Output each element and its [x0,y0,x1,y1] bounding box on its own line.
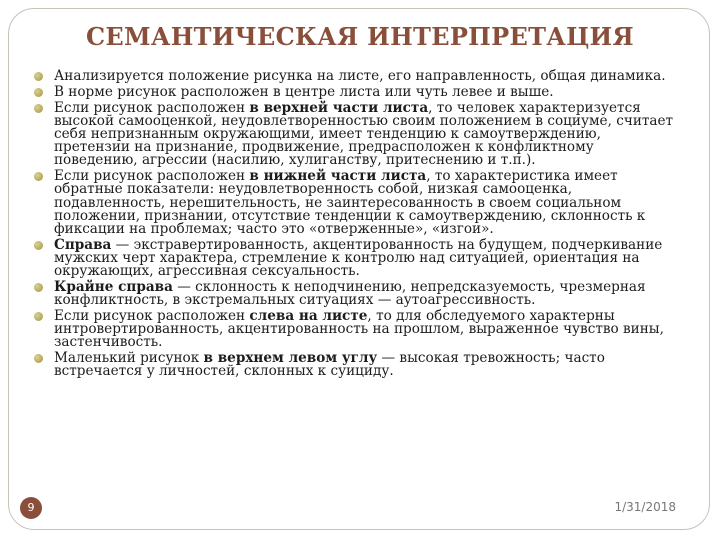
bullet-item: Если рисунок расположен слева на листе, то для обследуемого характерны интровертированность, акцентированность на прошлом, выраженное чувство вины, застенчивость. [20,310,680,350]
bullet-icon [34,283,43,292]
bullet-icon [34,72,43,81]
slide-title: СЕМАНТИЧЕСКАЯ ИНТЕРПРЕТАЦИЯ [85,22,635,51]
bullet-list [20,70,680,379]
bullet-item: Анализируется положение рисунка на листе, его направленность, общая динамика. [20,70,680,83]
bullet-item: Если рисунок расположен в нижней части листа, то характеристика имеет обратные показатели: неудовлетворенность собой, низкая самооценка, подавленность, нерешительность, не заинтересованность в своем социальном положении, признании, отсутствие тенденции к самоутверждению, склонность к фиксации на проблемах; часто это «отверженные», «изгои». [20,170,680,236]
bullet-icon [34,312,43,321]
bullet-item: Маленький рисунок в верхнем левом углу — высокая тревожность; часто встречается у личностей, склонных к суициду. [20,352,680,378]
slide-content [20,70,680,381]
page-number-badge: 9 [20,497,42,519]
bullet-icon [34,241,43,250]
bullet-item: Справа — экстравертированность, акцентированность на будущем, подчеркивание мужских черт характера, стремление к контролю над ситуацией, ориентация на окружающих, агрессивная сексуальность. [20,239,680,279]
bullet-icon [34,88,43,97]
bullet-item: В норме рисунок расположен в центре листа или чуть левее и выше. [20,86,680,99]
bullet-item: Если рисунок расположен в верхней части листа, то человек характеризуется высокой самооценкой, неудовлетворенностью своим положением в социуме, считает себя непризнанным окружающими, имеет тенденцию к самоутверждению, претензии на признание, продвижение, предрасположен к конфликтному поведению, агрессии (насилию, хулиганству, притеснению и т.п.). [20,102,680,168]
slide-date: 1/31/2018 [614,500,676,514]
bullet-icon [34,172,43,181]
bullet-item: Крайне справа — склонность к неподчинению, непредсказуемость, чрезмерная конфликтность, в экстремальных ситуациях — аутоагрессивность. [20,281,680,307]
bullet-icon [34,104,43,113]
bullet-icon [34,354,43,363]
